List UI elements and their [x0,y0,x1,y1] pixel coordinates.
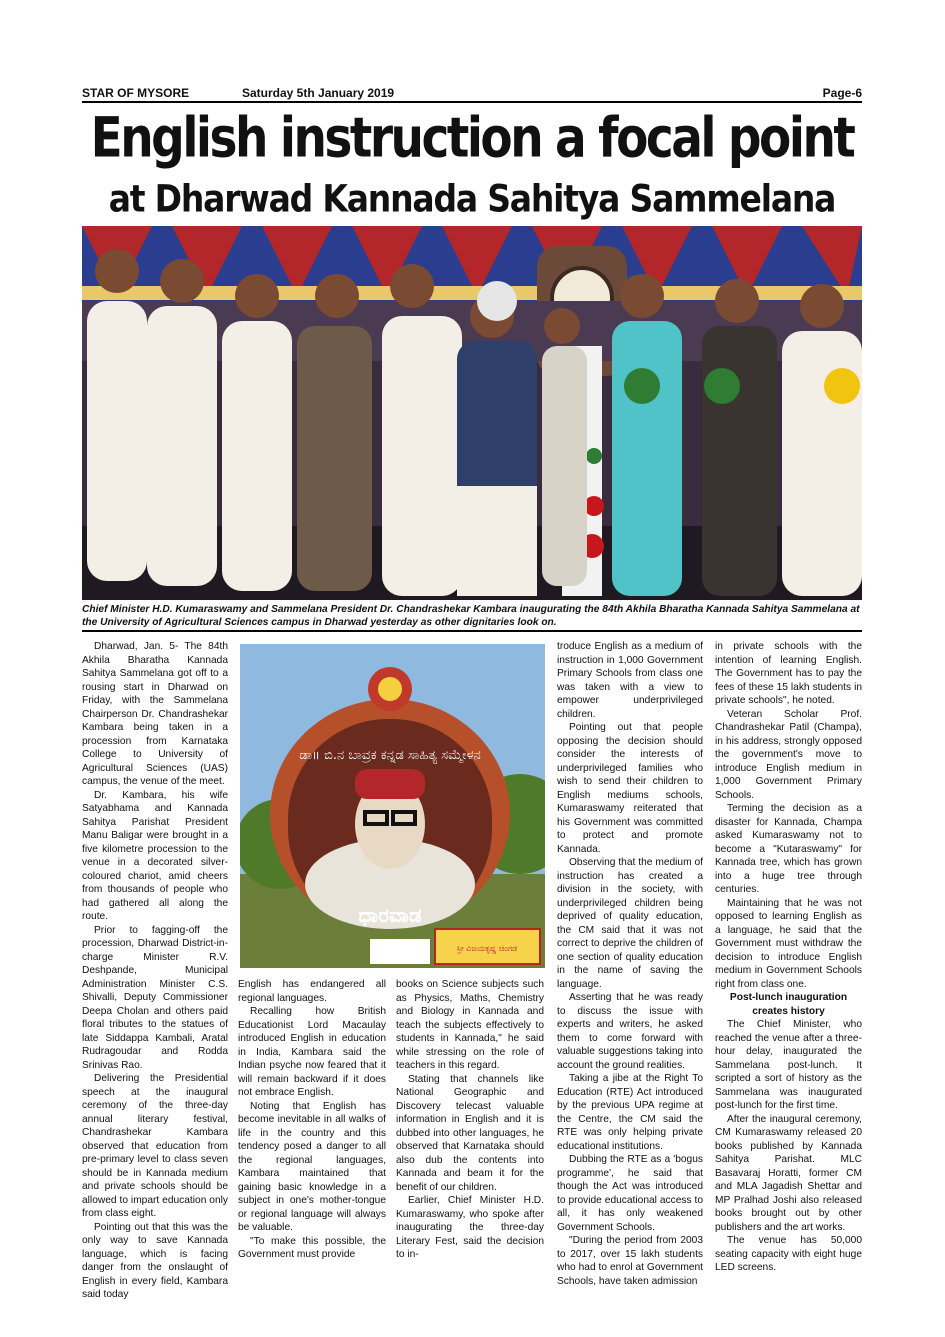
inset-photo [240,644,545,968]
paragraph: Asserting that he was ready to discuss the issue with experts and writers, he asked them to come forward with valuable suggestions taking into account the ground realities. [557,992,703,1071]
city-text: ಧಾರವಾಡ [358,903,422,927]
paragraph: Maintaining that he was not opposed to learning English as a language, he said that the Government must withdraw the decision to introduce English medium in Government Schools right from class one. [715,897,862,990]
issue-date: Saturday 5th January 2019 [242,86,395,100]
article-column-2 [238,978,386,1262]
article-column-4 [557,640,703,1288]
arch-text: ಡಾ॥ ಬಿ.ನ ಬಾವ್ರಕ ಕನ್ನಡ ಸಾಹಿತ್ಯ ಸಮ್ಮೇಳನ [299,748,481,763]
newspaper-name: STAR OF MYSORE [82,86,190,100]
board-text: ಸ್ರೀ ವಿಜಯಕೃಷ್ಣ ಚಿಂಗಡ [456,944,518,953]
paragraph: English has endangered all regional languages. [238,979,386,1004]
article-column-5 [715,640,862,1275]
paragraph: Recalling how British Educationist Lord Macaulay introduced English in education in India, Kambara said the Indian psyche now feared that it will remain backward if it does not embrace English. [238,1006,386,1098]
page-number: Page-6 [822,86,862,100]
paragraph: Terming the decision as a disaster for Kannada, Champa asked Kumaraswamy not to become a "Kutaraswamy" for Kannada tree, which has grown into a huge tree through centuries. [715,803,862,895]
paragraph: Observing that the medium of instruction has created a division in the society, with underprivileged children being deprived of quality education, the CM said that it was not correct to deprive the children of one section of quality education in the name of saving the language. [557,857,703,990]
article-column-1 [82,640,228,1302]
main-photo [82,226,862,600]
headline-line-1: English instruction a focal point [90,106,854,171]
paragraph: The Chief Minister, who reached the venue after a three-hour delay, inaugurated the Sammelana post-lunch. It scripted a sort of history as the Sammelana was inaugurated post-lunch for the first time. [715,1019,862,1111]
paragraph: Taking a jibe at the Right To Education (RTE) Act introduced by the previous UPA regime at the Centre, the CM said the RTE was only helping private educational institutions. [557,1073,703,1152]
paragraph: Prior to fagging-off the procession, Dharwad District-in-charge Minister R.V. Deshpande, Municipal Administration Minister C.S. Shivalli, Deputy Commissioner Deepa Cholan and others paid floral tributes to the statues of late Siddappa Kambali, Aratal Rudragoudar and Rodda Srinivas Rao. [82,924,228,1071]
section-rule [82,630,862,632]
paragraph: Dubbing the RTE as a 'bogus programme', he said that though the Act was introduced to provide educational access to all, it has only weakened Government Schools. [557,1154,703,1233]
paragraph: "During the period from 2003 to 2017, over 15 lakh students who had to enrol at Government Schools, have taken admission [557,1235,703,1287]
paragraph: Veteran Scholar Prof. Chandrashekar Patil (Champa), in his address, strongly opposed the government's move to introduce English medium in 1,000 Government Primary Schools. [715,708,862,801]
paragraph: Noting that English has become inevitable in all walks of life in the country and this tendency posed a danger to all the regional languages, Kambara maintained that gaining basic knowledge in a subject in one's mother-tongue or regional language will always be valuable. [238,1100,386,1233]
subheading: Post-lunch inauguration creates history [729,992,848,1017]
paragraph: Dharwad, Jan. 5- The 84th Akhila Bharatha Kannada Sahitya Sammelana got off to a rousing start in Dharwad on Friday, with the Sammelana Chairperson Dr. Chandrashekar Kambara being taken in a procession from Karnataka College to University of Agricultural Sciences (UAS) campus, the venue of the meet. [82,641,228,787]
photo-caption: Chief Minister H.D. Kumaraswamy and Sammelana President Dr. Chandrashekar Kambara inaugurating the 84th Akhila Bharatha Kannada Sahitya Sammelana at the University of Agricultural Sciences campus in Dharwad yesterday as other dignitaries look on. [82,604,860,628]
paragraph: Stating that channels like National Geographic and Discovery telecast valuable information in English and it is dubbed into other languages, he observed that Karnataka should also dub the contents into Kannada and beam it for the benefit of our children. [396,1073,544,1193]
paragraph: The venue has 50,000 seating capacity with eight huge LED screens. [715,1235,862,1273]
paragraph: After the inaugural ceremony, CM Kumaraswamy released 20 books published by Kannada Sahitya Parishat. MLC Basavaraj Horatti, former CM and MLA Jagadish Shettar and MP Pralhad Joshi also released books brought out by other publishers and the art works. [715,1113,862,1233]
paragraph: Pointing out that people opposing the decision should consider the interests of underprivileged families who wish to send their children to English mediums schools, Kumaraswamy reiterated that his Government was committed to protect and promote Kannada. [557,722,703,855]
paragraph: troduce English as a medium of instruction in 1,000 Government Primary Schools from class one was taken with a view to empower underprivileged children. [557,641,703,720]
paragraph: Pointing out that this was the only way to save Kannada language, which is facing danger from the onslaught of English in every field, Kambara said today [82,1221,228,1300]
article-column-3 [396,978,544,1262]
masthead [82,85,862,103]
paragraph: Dr. Kambara, his wife Satyabhama and Kannada Sahitya Parishat President Manu Baligar were brought in a five kilometre procession to the venue in a decorated silver-coloured chariot, amid cheers from thousands of people who had gathered all along the route. [82,789,228,922]
paragraph: Earlier, Chief Minister H.D. Kumaraswamy, who spoke after inaugurating the three-day Literary Fest, said the decision to in- [396,1195,544,1260]
headline-line-2: at Dharwad Kannada Sahitya Sammelana [108,177,836,221]
paragraph: Delivering the Presidential speech at the inaugural ceremony of the three-day annual literary festival, Chandrashekar Kambara observed that education from pre-primary level to class seven should be in Kannada medium and private schools should be allowed to impart education only from class eight. [82,1073,228,1219]
paragraph: in private schools with the intention of learning English. The Government has to pay the fees of these 15 lakh students in private schools", he noted. [715,641,862,706]
paragraph: books on Science subjects such as Physics, Maths, Chemistry and Biology in Kannada and teach the subjects effectively to students in Kannada," he said while stressing on the role of teachers in this regard. [396,979,544,1071]
paragraph: "To make this possible, the Government must provide [238,1235,386,1260]
